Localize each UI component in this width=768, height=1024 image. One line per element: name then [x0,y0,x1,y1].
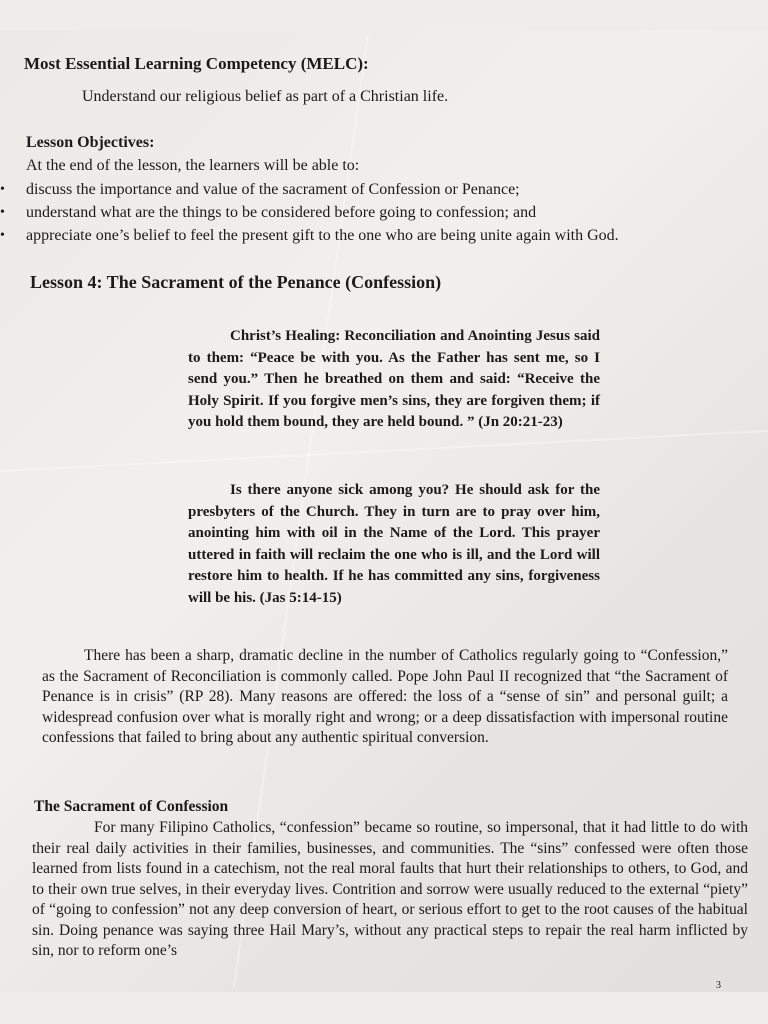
page-number: 3 [716,980,721,991]
document-page [0,30,768,992]
quote-text: Is there anyone sick among you? He should ask for the presbyters of the Church. They in turn are to pray over him, anointing him with oil in the Name of the Lord. This prayer uttered in faith will reclaim the one who is ill, and the Lord will restore him to health. If he has committed any sins, forgiveness will be his. (Jas 5:14-15) [188,482,600,606]
quote-text: Christ’s Healing: Reconciliation and Anointing Jesus said to them: “Peace be with you. As the Father has sent me, so I send you.” Then he breathed on them and said: “Receive the Holy Spirit. If you forgive men’s sins, they are forgiven them; if you hold them bound, they are held bound. ” (Jn 20:21-23) [188,328,600,430]
melc-heading: Most Essential Learning Competency (MELC): [24,54,369,73]
objectives-heading: Lesson Objectives: [26,134,155,151]
paragraph-text: There has been a sharp, dramatic decline in the number of Catholics regularly going to “Confession,” as the Sacrament of Reconciliation is commonly called. Pope John Paul II recognized that “the Sacrament of Penance is in crisis” (RP 28). Many reasons are offered: the loss of a “sense of sin” and personal guilt; a widespread confusion over what is morally right and wrong; or a deep dissatisfaction with impersonal routine confessions that failed to bring about any authentic spiritual conversion. [42,647,728,746]
objectives-list [0,178,619,247]
objective-item: • understand what are the things to be considered before going to confession; and [0,201,619,224]
paper-crease [0,430,767,472]
scripture-quote-james [188,480,600,609]
melc-text: Understand our religious belief as part of a Christian life. [82,88,449,105]
objective-item: • discuss the importance and value of the sacrament of Confession or Penance; [0,178,619,201]
scripture-quote-john [188,326,600,434]
section-heading: The Sacrament of Confession [34,798,229,815]
objective-item: • appreciate one’s belief to feel the present gift to the one who are being unite again with God. [0,224,619,247]
lesson-title: Lesson 4: The Sacrament of the Penance (Confession) [30,272,442,292]
objectives-intro: At the end of the lesson, the learners will be able to: [26,157,360,174]
sacrament-paragraph [32,818,748,962]
intro-paragraph [42,646,728,749]
paragraph-text: For many Filipino Catholics, “confession” became so routine, so impersonal, that it had little to do with their real daily activities in their families, businesses, and communities. The “sins” confessed were often those learned from lists found in a catechism, not the real moral faults that hurt their relationships to others, to God, and to their own true selves, in their everyday lives. Contrition and sorrow were usually reduced to the external “piety” of “going to confession” not any deep conversion of heart, or serious effort to get to the root causes of the habitual sin. Doing penance was saying three Hail Mary’s, without any practical steps to repair the real harm inflicted by sin, nor to reform one’s [32,819,748,959]
